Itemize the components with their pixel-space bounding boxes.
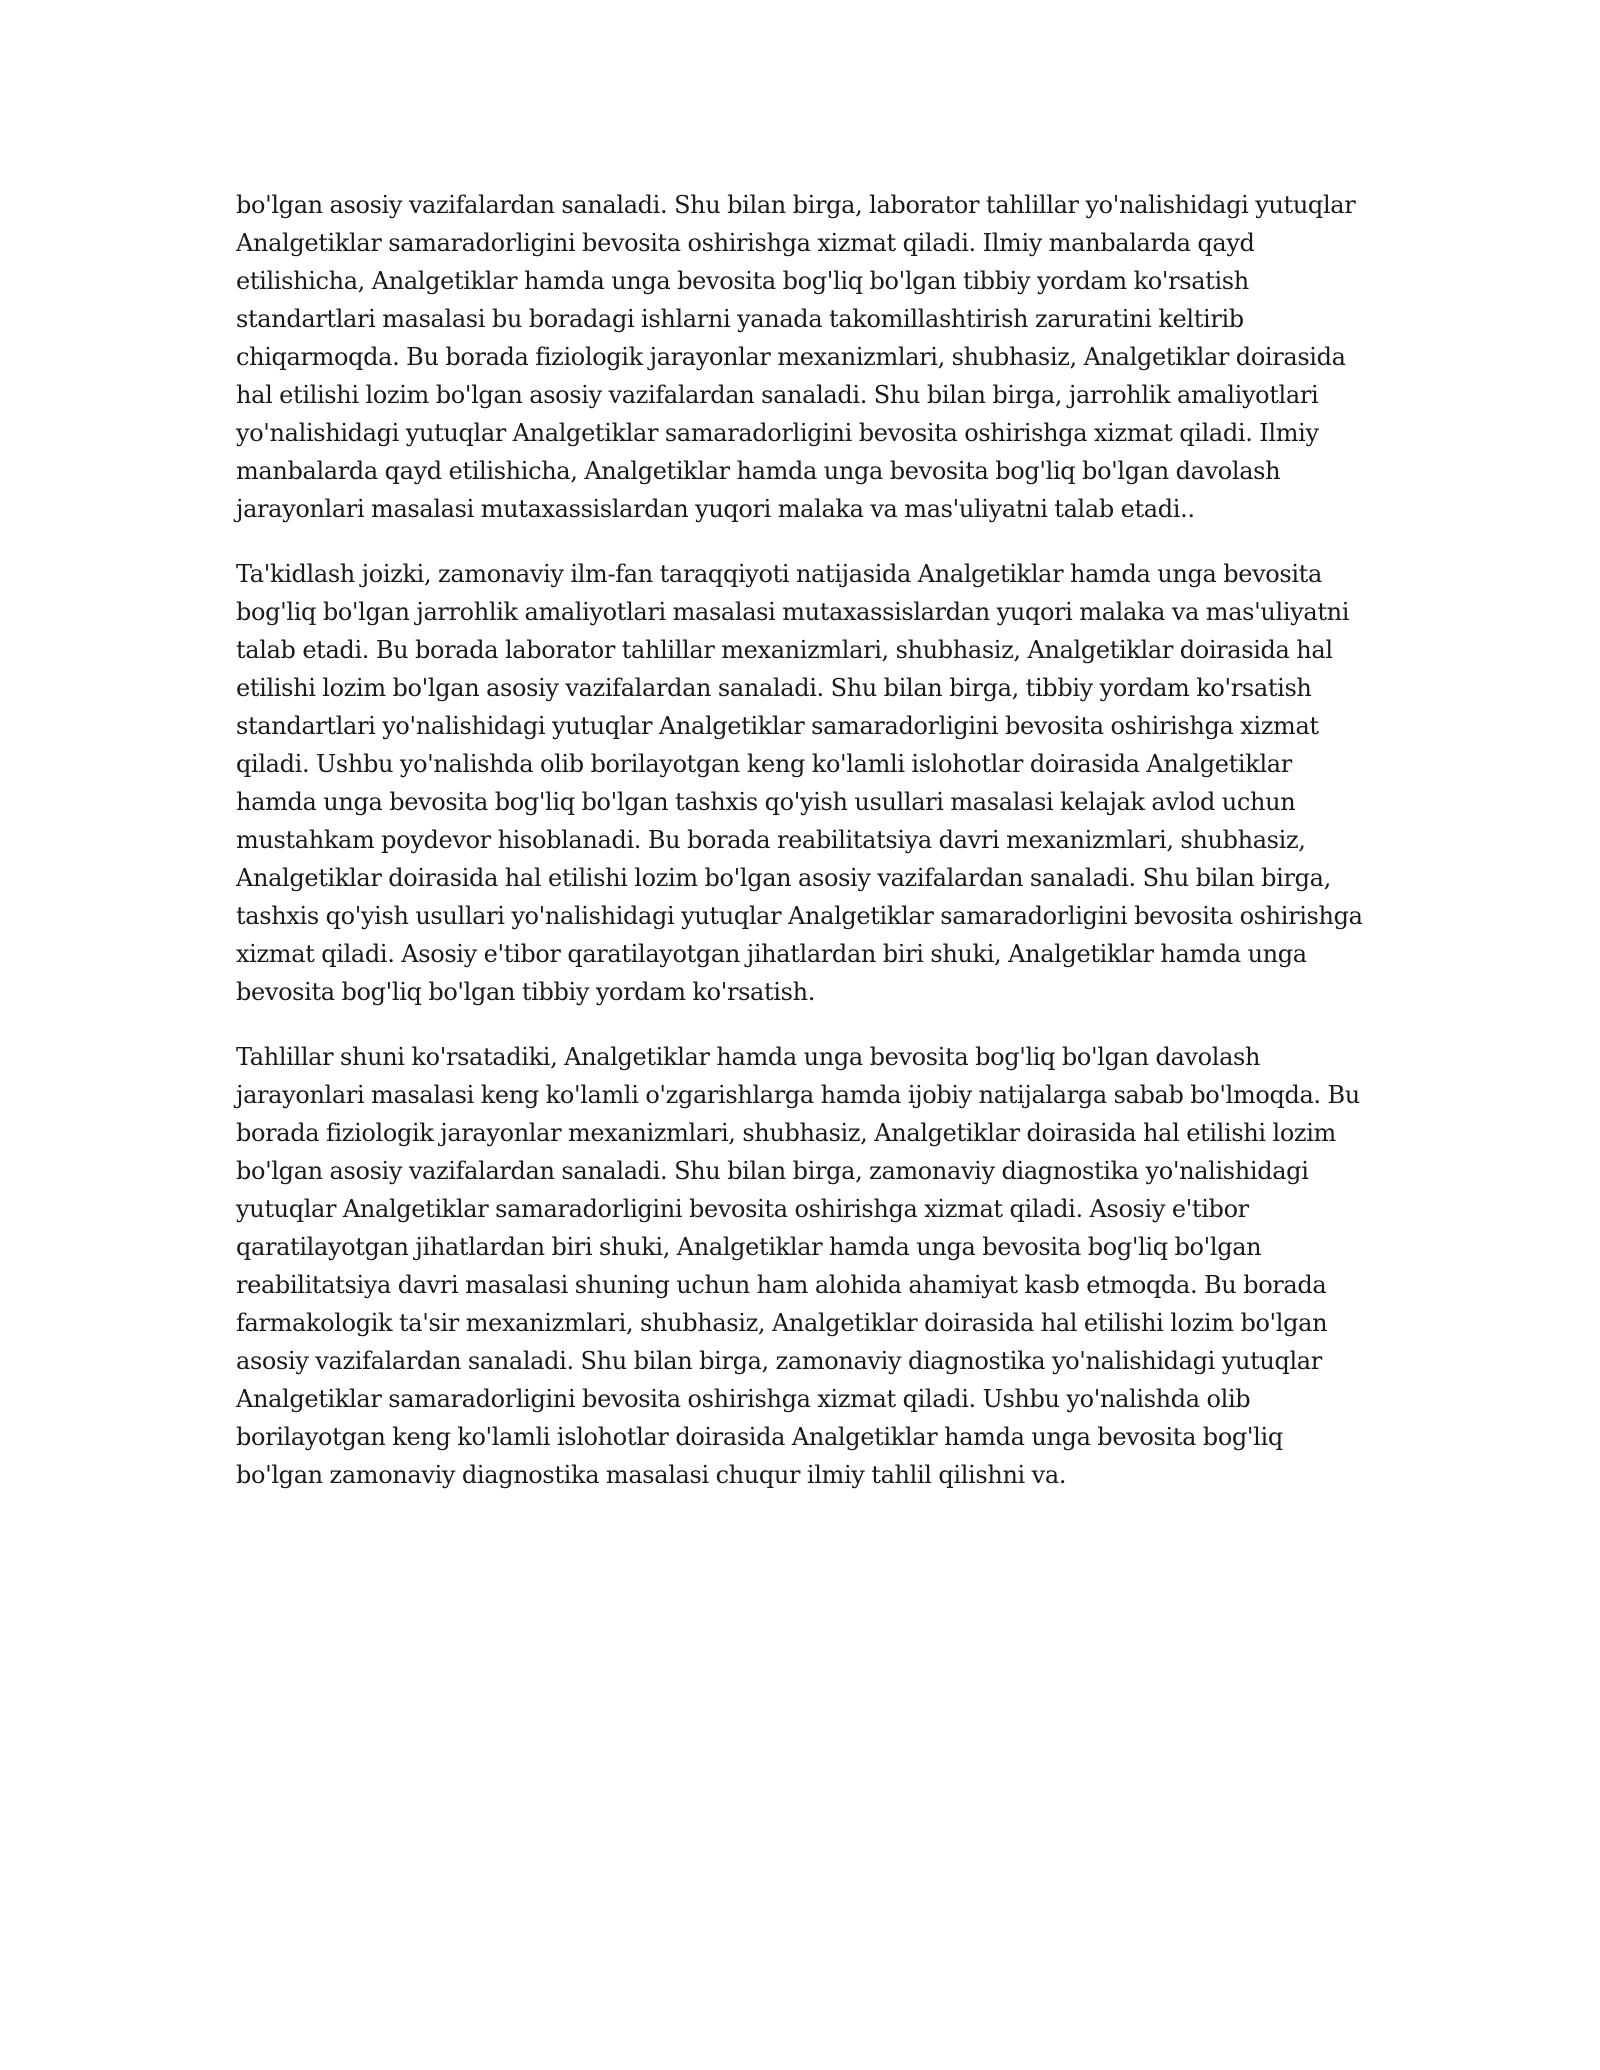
paragraph-2: Ta'kidlash joizki, zamonaviy ilm-fan taraqqiyoti natijasida Analgetiklar hamda unga bevosita bog'liq bo'lgan jarrohlik amaliyotlari masalasi mutaxassislardan yuqori malaka va mas'uliyatni talab etadi. Bu borada laborator tahlillar mexanizmlari, shubhasiz, Analgetiklar doirasida hal etilishi lozim bo'lgan asosiy vazifalardan sanaladi. Shu bilan birga, tibbiy yordam ko'rsatish standartlari yo'nalishidagi yutuqlar Analgetiklar samaradorligini bevosita oshirishga xizmat qiladi. Ushbu yo'nalishda olib borilayotgan keng ko'lamli islohotlar doirasida Analgetiklar hamda unga bevosita bog'liq bo'lgan tashxis qo'yish usullari masalasi kelajak avlod uchun mustahkam poydevor hisoblanadi. Bu borada reabilitatsiya davri mexanizmlari, shubhasiz, Analgetiklar doirasida hal etilishi lozim bo'lgan asosiy vazifalardan sanaladi. Shu bilan birga, tashxis qo'yish usullari yo'nalishidagi yutuqlar Analgetiklar samaradorligini bevosita oshirishga xizmat qiladi. Asosiy e'tibor qaratilayotgan jihatlardan biri shuki, Analgetiklar hamda unga bevosita bog'liq bo'lgan tibbiy yordam ko'rsatish. <box>236 560 1363 1006</box>
paragraph-1: bo'lgan asosiy vazifalardan sanaladi. Shu bilan birga, laborator tahlillar yo'nalishidagi yutuqlar Analgetiklar samaradorligini bevosita oshirishga xizmat qiladi. Ilmiy manbalarda qayd etilishicha, Analgetiklar hamda unga bevosita bog'liq bo'lgan tibbiy yordam ko'rsatish standartlari masalasi bu boradagi ishlarni yanada takomillashtirish zaruratini keltirib chiqarmoqda. Bu borada fiziologik jarayonlar mexanizmlari, shubhasiz, Analgetiklar doirasida hal etilishi lozim bo'lgan asosiy vazifalardan sanaladi. Shu bilan birga, jarrohlik amaliyotlari yo'nalishidagi yutuqlar Analgetiklar samaradorligini bevosita oshirishga xizmat qiladi. Ilmiy manbalarda qayd etilishicha, Analgetiklar hamda unga bevosita bog'liq bo'lgan davolash jarayonlari masalasi mutaxassislardan yuqori malaka va mas'uliyatni talab etadi.. <box>236 191 1356 523</box>
document-body <box>236 186 1368 1521</box>
paragraph-3: Tahlillar shuni ko'rsatadiki, Analgetiklar hamda unga bevosita bog'liq bo'lgan davolash jarayonlari masalasi keng ko'lamli o'zgarishlarga hamda ijobiy natijalarga sabab bo'lmoqda. Bu borada fiziologik jarayonlar mexanizmlari, shubhasiz, Analgetiklar doirasida hal etilishi lozim bo'lgan asosiy vazifalardan sanaladi. Shu bilan birga, zamonaviy diagnostika yo'nalishidagi yutuqlar Analgetiklar samaradorligini bevosita oshirishga xizmat qiladi. Asosiy e'tibor qaratilayotgan jihatlardan biri shuki, Analgetiklar hamda unga bevosita bog'liq bo'lgan reabilitatsiya davri masalasi shuning uchun ham alohida ahamiyat kasb etmoqda. Bu borada farmakologik ta'sir mexanizmlari, shubhasiz, Analgetiklar doirasida hal etilishi lozim bo'lgan asosiy vazifalardan sanaladi. Shu bilan birga, zamonaviy diagnostika yo'nalishidagi yutuqlar Analgetiklar samaradorligini bevosita oshirishga xizmat qiladi. Ushbu yo'nalishda olib borilayotgan keng ko'lamli islohotlar doirasida Analgetiklar hamda unga bevosita bog'liq bo'lgan zamonaviy diagnostika masalasi chuqur ilmiy tahlil qilishni va. <box>236 1043 1360 1489</box>
